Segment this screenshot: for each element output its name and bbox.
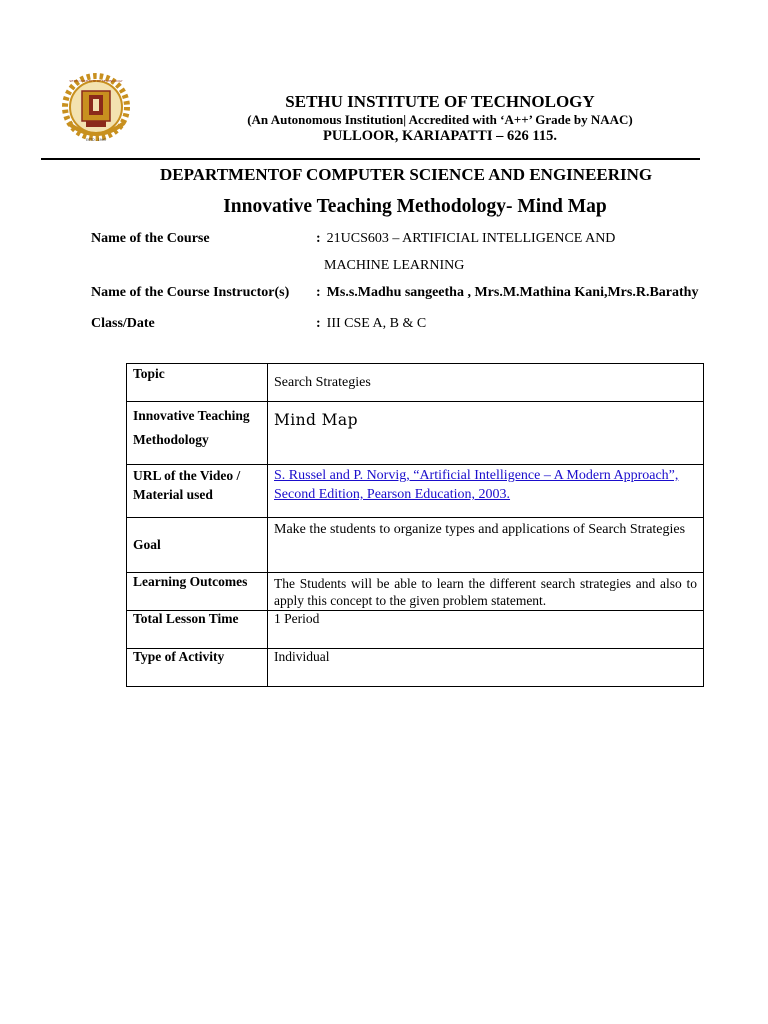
course-value-line2: MACHINE LEARNING — [324, 258, 465, 273]
methodology-table — [126, 363, 704, 687]
document-title: Innovative Teaching Methodology- Mind Map — [223, 196, 607, 217]
methodology-value — [268, 402, 704, 465]
url-label-line2: Material used — [133, 487, 213, 502]
class-value — [316, 316, 426, 332]
table-row — [127, 573, 704, 611]
logo-arc-text: SETHU INSTITUTE OF TECHNOLOGY — [69, 79, 123, 83]
table-row — [127, 364, 704, 402]
activity-label: Type of Activity — [127, 649, 268, 687]
department-name: DEPARTMENTOF COMPUTER SCIENCE AND ENGINEERING — [160, 165, 653, 184]
accreditation-line: (An Autonomous Institution| Accredited with ‘A++’ Grade by NAAC) — [247, 112, 633, 127]
instructor-value — [316, 285, 698, 301]
header-divider — [41, 158, 700, 160]
course-label: Name of the Course — [91, 231, 210, 246]
table-row — [127, 611, 704, 649]
time-value: 1 Period — [268, 611, 704, 649]
class-text: III CSE A, B & C — [326, 316, 427, 331]
activity-value: Individual — [268, 649, 704, 687]
methodology-label — [127, 402, 268, 465]
outcomes-label: Learning Outcomes — [127, 573, 268, 611]
institute-name: SETHU INSTITUTE OF TECHNOLOGY — [285, 92, 595, 111]
colon: : — [316, 231, 321, 246]
table-row — [127, 465, 704, 518]
institute-logo — [60, 71, 132, 147]
outcomes-value: The Students will be able to learn the different search strategies and also to apply this concept to the given problem statement. — [268, 573, 704, 611]
url-label-line1: URL of the Video / — [133, 468, 241, 483]
time-label: Total Lesson Time — [127, 611, 268, 649]
logo-year-text: ESTD - 1995 — [86, 138, 106, 142]
table-row — [127, 649, 704, 687]
table-row — [127, 518, 704, 573]
instructor-label: Name of the Course Instructor(s) — [91, 285, 290, 300]
goal-value: Make the students to organize types and applications of Search Strategies — [268, 518, 704, 573]
table-row — [127, 402, 704, 465]
methodology-label-line2: Methodology — [133, 432, 209, 447]
reference-link[interactable]: S. Russel and P. Norvig, “Artificial Intelligence – A Modern Approach”, Second Edition, Pearson Education, 2003. — [274, 468, 679, 502]
url-label — [127, 465, 268, 518]
course-value — [316, 231, 615, 247]
url-value-cell — [268, 465, 704, 518]
colon: : — [316, 285, 321, 300]
colon: : — [316, 316, 321, 331]
class-label: Class/Date — [91, 316, 155, 331]
topic-value: Search Strategies — [268, 364, 704, 402]
course-value-line1: 21UCS603 – ARTIFICIAL INTELLIGENCE AND — [326, 231, 616, 246]
topic-label: Topic — [127, 364, 268, 402]
goal-label: Goal — [127, 518, 268, 573]
methodology-label-line1: Innovative Teaching — [133, 408, 250, 423]
mind-map-text: Mind Map — [274, 411, 358, 429]
address-line: PULLOOR, KARIAPATTI – 626 115. — [323, 128, 557, 144]
instructor-names: Ms.s.Madhu sangeetha , Mrs.M.Mathina Kani,Mrs.R.Barathy — [326, 285, 699, 300]
